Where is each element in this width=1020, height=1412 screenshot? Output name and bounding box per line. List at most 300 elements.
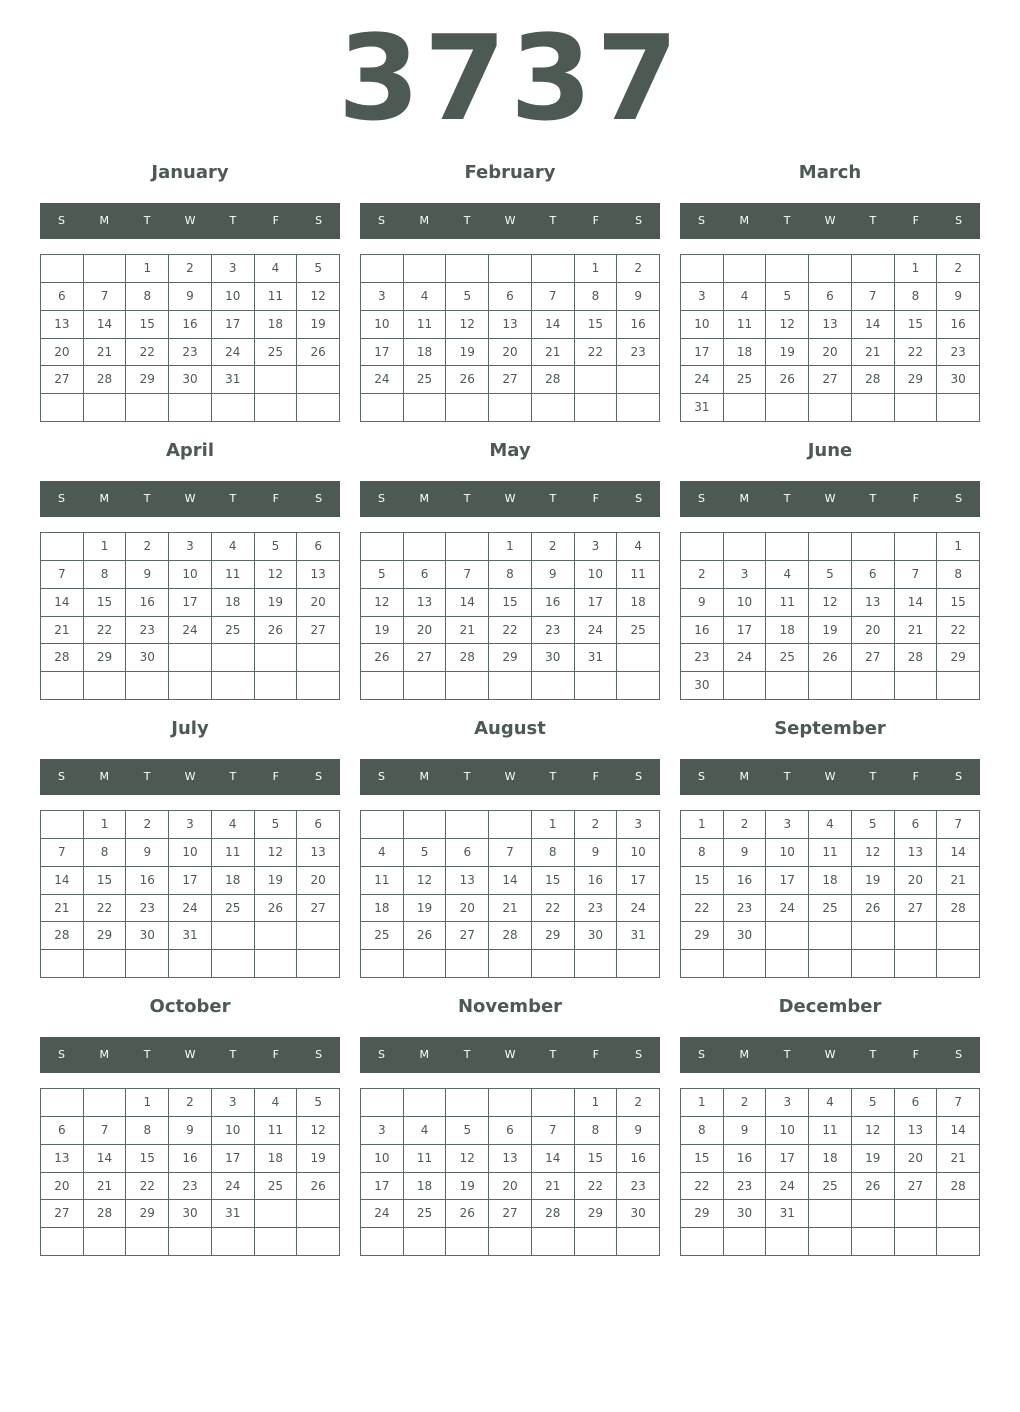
day-cell: 14 (532, 1145, 575, 1173)
day-cell: 27 (41, 1200, 84, 1228)
day-cell: 5 (766, 283, 809, 311)
month-august (360, 713, 660, 983)
day-cell: 12 (852, 839, 895, 867)
day-cell: 30 (169, 1200, 212, 1228)
day-cell: 3 (724, 561, 767, 589)
weekday-label: F (272, 770, 279, 783)
weekday-label: S (635, 214, 643, 227)
day-cell: 23 (169, 1173, 212, 1201)
weekday-label: M (419, 1048, 430, 1061)
month-january (40, 157, 340, 427)
day-cell (297, 644, 340, 672)
day-cell: 11 (724, 311, 767, 339)
day-cell: 7 (84, 1117, 127, 1145)
day-cell: 12 (809, 589, 852, 617)
day-cell: 29 (84, 644, 127, 672)
day-cell: 25 (809, 1173, 852, 1201)
day-cell: 26 (852, 1173, 895, 1201)
day-cell (126, 672, 169, 700)
day-cell: 19 (255, 867, 298, 895)
day-cell (446, 811, 489, 839)
day-cell (809, 533, 852, 561)
day-cell (361, 1089, 404, 1117)
day-cell (169, 394, 212, 422)
day-cell: 13 (852, 589, 895, 617)
day-cell (404, 811, 447, 839)
day-cell: 5 (446, 283, 489, 311)
day-cell (361, 533, 404, 561)
day-cell: 27 (404, 644, 447, 672)
day-cell: 30 (937, 366, 980, 394)
day-cell: 7 (895, 561, 938, 589)
day-cell (724, 950, 767, 978)
day-cell: 9 (126, 839, 169, 867)
day-cell: 29 (489, 644, 532, 672)
day-cell (724, 672, 767, 700)
day-cell (126, 1228, 169, 1256)
day-cell: 21 (41, 895, 84, 923)
day-cell (361, 1228, 404, 1256)
day-cell (446, 1228, 489, 1256)
day-cell (852, 533, 895, 561)
day-cell: 23 (617, 1173, 660, 1201)
day-cell: 28 (895, 644, 938, 672)
day-cell (41, 533, 84, 561)
day-cell: 5 (255, 811, 298, 839)
day-cell: 23 (532, 617, 575, 645)
weekday-label: F (592, 770, 599, 783)
day-cell: 15 (681, 1145, 724, 1173)
day-cell (361, 950, 404, 978)
month-name: October (149, 996, 231, 1017)
day-cell: 10 (766, 839, 809, 867)
weekday-label: S (377, 492, 385, 505)
day-cell: 21 (84, 1173, 127, 1201)
month-name: December (778, 996, 882, 1017)
weekday-label: T (463, 492, 471, 505)
day-cell: 15 (575, 1145, 618, 1173)
day-cell: 7 (41, 561, 84, 589)
day-cell: 9 (126, 561, 169, 589)
day-cell: 27 (489, 1200, 532, 1228)
day-cell: 1 (575, 255, 618, 283)
day-cell (766, 533, 809, 561)
day-cell: 12 (766, 311, 809, 339)
day-cell (809, 255, 852, 283)
weekday-header (360, 203, 660, 239)
day-cell: 19 (255, 589, 298, 617)
day-cell (84, 1089, 127, 1117)
day-cell: 27 (895, 1173, 938, 1201)
day-cell: 8 (489, 561, 532, 589)
day-cell: 19 (766, 339, 809, 367)
day-cell: 22 (84, 895, 127, 923)
weekday-label: T (783, 492, 791, 505)
weekday-label: T (783, 1048, 791, 1061)
day-cell: 6 (404, 561, 447, 589)
day-cell: 11 (255, 1117, 298, 1145)
day-cell: 28 (852, 366, 895, 394)
day-cell: 20 (895, 867, 938, 895)
day-cell (446, 1089, 489, 1117)
day-cell: 3 (361, 1117, 404, 1145)
weekday-header (40, 1037, 340, 1073)
weekday-label: S (377, 1048, 385, 1061)
day-cell: 6 (297, 533, 340, 561)
day-cell: 31 (575, 644, 618, 672)
day-cell (681, 950, 724, 978)
day-cell (255, 922, 298, 950)
month-name: July (171, 718, 209, 739)
day-cell (617, 1228, 660, 1256)
month-name: August (474, 718, 546, 739)
day-cell: 26 (361, 644, 404, 672)
day-cell: 7 (532, 1117, 575, 1145)
day-cell: 20 (297, 867, 340, 895)
day-cell: 24 (766, 1173, 809, 1201)
day-cell: 27 (297, 617, 340, 645)
month-name: May (489, 440, 531, 461)
day-cell: 31 (212, 1200, 255, 1228)
day-cell (212, 1228, 255, 1256)
day-cell: 10 (169, 839, 212, 867)
day-cell: 2 (169, 1089, 212, 1117)
day-cell: 21 (532, 1173, 575, 1201)
weekday-label: T (783, 214, 791, 227)
weekday-label: W (184, 492, 196, 505)
day-cell: 28 (532, 1200, 575, 1228)
day-cell: 14 (84, 1145, 127, 1173)
weekday-label: T (549, 1048, 557, 1061)
day-cell: 30 (126, 644, 169, 672)
day-cell: 19 (361, 617, 404, 645)
day-cell: 3 (575, 533, 618, 561)
day-cell: 10 (361, 311, 404, 339)
weekday-label: T (463, 1048, 471, 1061)
weekday-label: M (99, 770, 110, 783)
day-cell: 29 (895, 366, 938, 394)
day-cell: 4 (809, 811, 852, 839)
day-cell: 2 (126, 811, 169, 839)
day-cell: 13 (41, 1145, 84, 1173)
day-cell: 3 (617, 811, 660, 839)
day-cell: 6 (41, 283, 84, 311)
weekday-label: W (824, 1048, 836, 1061)
day-cell (404, 255, 447, 283)
day-cell: 17 (766, 1145, 809, 1173)
day-cell (766, 394, 809, 422)
day-cell: 8 (895, 283, 938, 311)
day-cell: 25 (404, 1200, 447, 1228)
weekday-label: F (912, 214, 919, 227)
day-cell: 20 (41, 339, 84, 367)
day-cell: 26 (297, 1173, 340, 1201)
weekday-label: W (504, 770, 516, 783)
day-cell: 28 (84, 366, 127, 394)
day-cell: 9 (169, 1117, 212, 1145)
day-cell (489, 811, 532, 839)
day-cell (489, 1089, 532, 1117)
weekday-label: T (229, 1048, 237, 1061)
weekday-label: S (955, 770, 963, 783)
day-cell: 4 (255, 1089, 298, 1117)
weekday-label: S (315, 770, 323, 783)
day-cell: 7 (489, 839, 532, 867)
day-cell: 13 (895, 1117, 938, 1145)
day-cell: 20 (41, 1173, 84, 1201)
day-cell: 29 (937, 644, 980, 672)
day-cell: 2 (575, 811, 618, 839)
day-cell: 30 (532, 644, 575, 672)
day-cell: 21 (532, 339, 575, 367)
weekday-header (40, 203, 340, 239)
day-cell: 27 (489, 366, 532, 394)
day-cell (489, 1228, 532, 1256)
weekday-label: T (463, 770, 471, 783)
day-cell: 12 (361, 589, 404, 617)
weekday-label: F (592, 214, 599, 227)
weekday-label: T (143, 1048, 151, 1061)
day-cell: 10 (169, 561, 212, 589)
day-grid (40, 532, 340, 700)
day-cell: 6 (895, 1089, 938, 1117)
day-cell: 7 (937, 1089, 980, 1117)
day-cell (852, 1200, 895, 1228)
day-cell: 16 (169, 311, 212, 339)
weekday-label: T (549, 492, 557, 505)
day-cell (41, 811, 84, 839)
day-cell: 1 (126, 255, 169, 283)
day-cell: 9 (617, 1117, 660, 1145)
day-cell: 5 (297, 1089, 340, 1117)
weekday-label: M (99, 492, 110, 505)
day-cell (169, 1228, 212, 1256)
day-grid (360, 810, 660, 978)
day-cell: 28 (937, 1173, 980, 1201)
day-cell: 21 (41, 617, 84, 645)
day-cell: 2 (617, 255, 660, 283)
day-cell: 7 (41, 839, 84, 867)
day-cell (297, 366, 340, 394)
day-cell (895, 394, 938, 422)
day-cell: 17 (766, 867, 809, 895)
weekday-label: T (143, 214, 151, 227)
day-cell: 30 (724, 1200, 767, 1228)
day-cell: 5 (297, 255, 340, 283)
day-cell (617, 394, 660, 422)
day-cell (404, 533, 447, 561)
day-cell: 2 (532, 533, 575, 561)
day-cell: 11 (255, 283, 298, 311)
day-cell: 31 (169, 922, 212, 950)
day-cell: 30 (126, 922, 169, 950)
day-cell: 6 (489, 283, 532, 311)
day-cell: 28 (41, 922, 84, 950)
day-cell: 20 (297, 589, 340, 617)
day-cell: 16 (532, 589, 575, 617)
day-cell (852, 1228, 895, 1256)
day-cell: 19 (446, 1173, 489, 1201)
day-cell: 18 (809, 1145, 852, 1173)
day-cell (212, 644, 255, 672)
day-cell: 3 (361, 283, 404, 311)
day-cell (41, 1228, 84, 1256)
weekday-label: T (869, 1048, 877, 1061)
day-cell: 29 (681, 1200, 724, 1228)
day-cell: 30 (681, 672, 724, 700)
day-cell (255, 394, 298, 422)
day-cell: 20 (809, 339, 852, 367)
day-cell: 9 (169, 283, 212, 311)
day-cell: 17 (681, 339, 724, 367)
day-cell: 25 (809, 895, 852, 923)
day-cell: 27 (41, 366, 84, 394)
day-cell: 11 (809, 839, 852, 867)
day-cell: 17 (361, 339, 404, 367)
day-cell (255, 1200, 298, 1228)
day-cell: 27 (446, 922, 489, 950)
day-cell: 25 (212, 895, 255, 923)
month-april (40, 435, 340, 705)
day-cell (489, 394, 532, 422)
day-cell: 28 (446, 644, 489, 672)
day-cell: 18 (255, 311, 298, 339)
day-cell (404, 950, 447, 978)
day-cell: 27 (895, 895, 938, 923)
day-cell: 6 (297, 811, 340, 839)
day-cell: 8 (126, 1117, 169, 1145)
day-cell: 2 (169, 255, 212, 283)
day-cell: 29 (84, 922, 127, 950)
day-cell (446, 672, 489, 700)
day-cell (575, 950, 618, 978)
weekday-label: S (955, 492, 963, 505)
day-cell: 21 (84, 339, 127, 367)
day-cell: 31 (617, 922, 660, 950)
weekday-label: T (783, 770, 791, 783)
day-cell (937, 394, 980, 422)
day-cell (766, 1228, 809, 1256)
day-cell: 4 (724, 283, 767, 311)
day-cell (255, 644, 298, 672)
day-cell (361, 672, 404, 700)
day-cell: 22 (681, 895, 724, 923)
day-cell (84, 950, 127, 978)
day-cell: 5 (852, 1089, 895, 1117)
day-cell: 22 (84, 617, 127, 645)
weekday-label: S (57, 492, 65, 505)
day-cell: 15 (575, 311, 618, 339)
day-cell: 5 (404, 839, 447, 867)
day-cell (809, 1228, 852, 1256)
day-cell: 16 (169, 1145, 212, 1173)
day-cell (575, 1228, 618, 1256)
day-cell: 1 (84, 533, 127, 561)
day-cell (724, 1228, 767, 1256)
day-cell: 24 (212, 1173, 255, 1201)
day-cell: 1 (895, 255, 938, 283)
day-cell: 4 (404, 283, 447, 311)
day-cell (681, 255, 724, 283)
day-cell: 16 (724, 867, 767, 895)
day-cell (852, 255, 895, 283)
weekday-header (40, 759, 340, 795)
day-cell: 23 (169, 339, 212, 367)
day-cell (126, 394, 169, 422)
day-grid (40, 254, 340, 422)
day-cell: 11 (809, 1117, 852, 1145)
day-cell: 31 (766, 1200, 809, 1228)
day-cell: 18 (212, 867, 255, 895)
day-cell: 3 (169, 533, 212, 561)
weekday-label: M (739, 1048, 750, 1061)
day-cell: 7 (852, 283, 895, 311)
day-cell: 21 (489, 895, 532, 923)
month-november (360, 991, 660, 1261)
day-cell: 24 (724, 644, 767, 672)
weekday-label: F (272, 214, 279, 227)
day-cell (937, 922, 980, 950)
day-cell: 19 (404, 895, 447, 923)
day-cell: 23 (126, 617, 169, 645)
day-cell: 18 (809, 867, 852, 895)
day-cell (809, 1200, 852, 1228)
weekday-label: S (315, 214, 323, 227)
day-cell: 20 (489, 339, 532, 367)
day-cell (809, 950, 852, 978)
day-cell: 11 (212, 839, 255, 867)
day-cell: 12 (852, 1117, 895, 1145)
day-cell: 22 (681, 1173, 724, 1201)
day-cell (255, 1228, 298, 1256)
day-cell (937, 950, 980, 978)
weekday-label: T (869, 214, 877, 227)
day-cell: 2 (617, 1089, 660, 1117)
day-cell: 13 (809, 311, 852, 339)
day-cell: 3 (169, 811, 212, 839)
day-cell: 5 (809, 561, 852, 589)
day-cell: 1 (126, 1089, 169, 1117)
day-cell: 19 (297, 1145, 340, 1173)
day-cell: 26 (446, 366, 489, 394)
day-cell: 2 (681, 561, 724, 589)
day-cell: 18 (724, 339, 767, 367)
day-cell: 13 (404, 589, 447, 617)
day-cell (895, 672, 938, 700)
weekday-label: T (229, 492, 237, 505)
day-cell: 21 (852, 339, 895, 367)
day-cell (169, 672, 212, 700)
month-may (360, 435, 660, 705)
day-cell (532, 394, 575, 422)
day-cell: 9 (617, 283, 660, 311)
day-cell (895, 533, 938, 561)
day-cell: 27 (852, 644, 895, 672)
day-cell: 21 (895, 617, 938, 645)
weekday-label: T (229, 214, 237, 227)
month-name: June (807, 440, 853, 461)
day-cell: 13 (895, 839, 938, 867)
day-cell: 17 (361, 1173, 404, 1201)
day-cell: 24 (212, 339, 255, 367)
day-cell: 18 (766, 617, 809, 645)
day-cell: 11 (404, 311, 447, 339)
day-cell: 5 (255, 533, 298, 561)
weekday-label: F (912, 770, 919, 783)
day-cell (255, 366, 298, 394)
day-cell (532, 950, 575, 978)
day-cell (937, 1228, 980, 1256)
